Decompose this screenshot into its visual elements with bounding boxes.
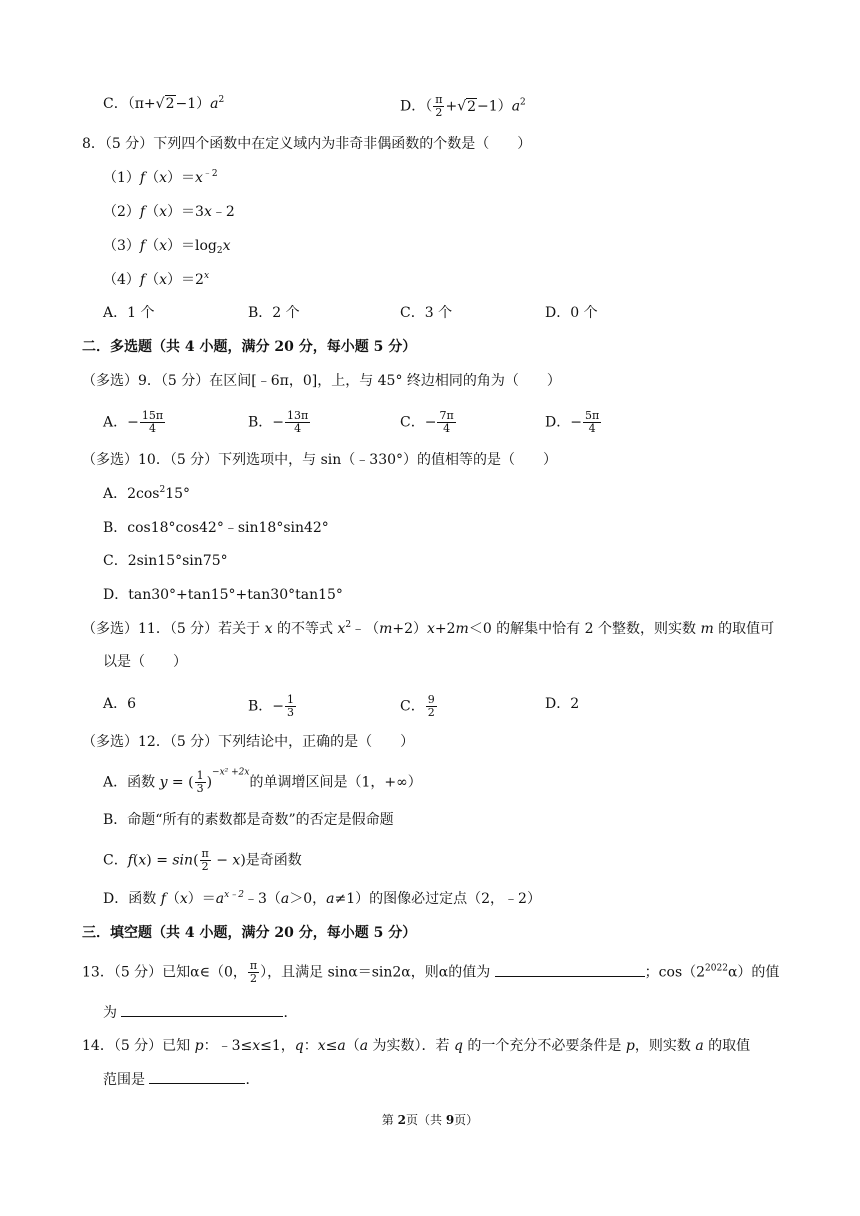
q10-option-b: B．cos18°cos42°﹣sin18°sin42° <box>103 520 329 536</box>
page-footer: 第 2页（共 9页） <box>381 1113 479 1127</box>
q13-line1: 13．（5 分）已知α∈（0， $\frac{\pi}{2}$ ），且满足 sinα＝sin2α，则α的值为 ；$\cos(2^{2022}\alpha)$的值 <box>82 959 780 985</box>
q8-option-c: C．3 个 <box>400 305 453 321</box>
q14-line1: 14．（5 分）已知 p：﹣3≤x≤1，q：x≤a（a 为实数）．若 q 的一个充分不必要条件是 p，则实数 a 的取值 <box>82 1038 751 1054</box>
q8-item-4: $(4)f(x)=2^x$ <box>103 271 210 288</box>
q8-item-2: （2）f（x）＝3x﹣2 <box>103 204 235 220</box>
answer-blank-3[interactable] <box>149 1069 245 1084</box>
q8-option-a: A．1 个 <box>103 305 155 321</box>
q11-option-d: D．2 <box>545 696 580 712</box>
section-3-title: 三．填空题（共 4 小题，满分 20 分，每小题 5 分） <box>82 925 417 941</box>
q11-option-a: A．6 <box>103 696 137 712</box>
q8-option-b: B．2 个 <box>248 305 300 321</box>
q12-option-b: B．命题“所有的素数都是奇数”的否定是假命题 <box>103 812 394 828</box>
q10-option-a: A．$2\cos^215^\circ$ <box>103 485 191 502</box>
answer-blank-1[interactable] <box>495 962 645 977</box>
q11-option-b: B．− $\frac{1}{3}$ <box>248 693 295 719</box>
q10-stem: （多选）10．（5 分）下列选项中，与 sin（﹣330°）的值相等的是（ ） <box>82 452 558 468</box>
q7-option-d: D．（ $\frac{\pi}{2}$ $+√2-1)a^2$ <box>400 93 526 119</box>
q7-option-c: C．$(\pi+√2-1)a^2$ <box>103 95 225 112</box>
q14-line2: 范围是 ． <box>103 1069 259 1090</box>
q11-stem-line2: 以是（ ） <box>103 654 187 670</box>
section-2-title: 二．多选题（共 4 小题，满分 20 分，每小题 5 分） <box>82 339 417 355</box>
q9-option-b: B．− $\frac{13\pi}{4}$ <box>248 409 309 435</box>
q11-stem-line1: （多选）11．（5 分）若关于 x 的不等式 $x^2﹣(m+2)x+2m<0$ 的解集中恰有 2 个整数，则实数 m 的取值可 <box>82 620 775 637</box>
q9-option-c: C．− $\frac{7\pi}{4}$ <box>400 409 454 435</box>
q8-item-3: $(3)f(x)=\log_2x$ <box>103 238 231 256</box>
q12-option-c: C．f(x) = sin( $\frac{\pi}{2}$ − x)是奇函数 <box>103 847 302 873</box>
q12-option-d: D．函数 $f(x)=a^{x﹣2}﹣3(a>0$，a≠1）的图像必过定点（2，﹣2） <box>103 890 541 907</box>
q8-option-d: D．0 个 <box>545 305 598 321</box>
q12-option-a: A．函数 y = ( $\frac{1}{3}$ )$^{-x^2 +2x}$的单调增区间是（1，+∞） <box>103 767 422 795</box>
q11-option-c: C． $\frac{9}{2}$ <box>400 693 435 719</box>
q9-option-d: D．− $\frac{5\pi}{4}$ <box>545 409 600 435</box>
answer-blank-2[interactable] <box>121 1002 283 1017</box>
q8-stem: 8．（5 分）下列四个函数中在定义域内为非奇非偶函数的个数是（ ） <box>82 136 532 152</box>
q8-item-1: $(1)f(x)=x^{﹣2}$ <box>103 169 218 186</box>
q12-stem: （多选）12．（5 分）下列结论中，正确的是（ ） <box>82 734 415 750</box>
q10-option-c: C．2sin15°sin75° <box>103 553 228 569</box>
q9-stem: （多选）9．（5 分）在区间[﹣6π，0]，上，与 45° 终边相同的角为（ ） <box>82 373 561 389</box>
fraction: $\frac{\pi}{2}$ <box>435 93 443 119</box>
q9-option-a: A．− $\frac{15\pi}{4}$ <box>103 409 164 435</box>
q10-option-d: D．tan30°+tan15°+tan30°tan15° <box>103 587 343 603</box>
q13-line2: 为 ． <box>103 1002 297 1023</box>
